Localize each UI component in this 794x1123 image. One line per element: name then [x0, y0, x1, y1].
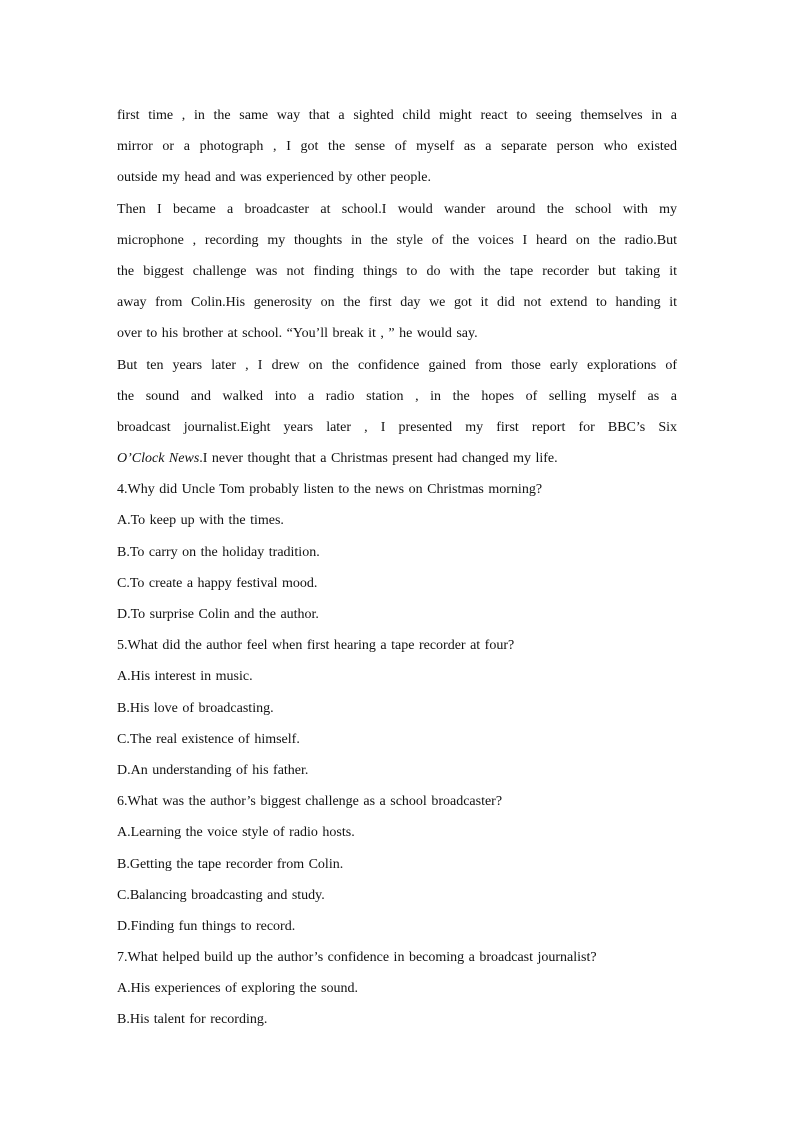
question-stem: 6.What was the author’s biggest challenge as a school broadcaster? [117, 794, 503, 810]
question-6 [117, 786, 677, 942]
option-a: A.Learning the voice style of radio hosts. [117, 825, 355, 841]
option-a: A.To keep up with the times. [117, 513, 284, 529]
option-c: C.The real existence of himself. [117, 731, 300, 747]
question-stem: 5.What did the author feel when first hearing a tape recorder at four? [117, 638, 515, 654]
page-content [117, 100, 677, 1036]
option-c: C.To create a happy festival mood. [117, 575, 318, 591]
option-b: B.Getting the tape recorder from Colin. [117, 856, 344, 872]
passage-line: away from Colin.His generosity on the first day we got it did not extend to handing it [117, 295, 677, 311]
question-5 [117, 630, 677, 786]
passage-line: the biggest challenge was not finding things to do with the tape recorder but taking it [117, 263, 677, 279]
passage-line: over to his brother at school. “You’ll break it , ” he would say. [117, 326, 478, 342]
question-stem: 4.Why did Uncle Tom probably listen to the news on Christmas morning? [117, 482, 543, 498]
passage-line: Then I became a broadcaster at school.I would wander around the school with my [117, 201, 677, 217]
question-4 [117, 474, 677, 630]
option-b: B.His talent for recording. [117, 1012, 268, 1028]
passage-paragraph-2 [117, 194, 677, 350]
passage-line-rest: .I never thought that a Christmas present had changed my life. [199, 451, 558, 467]
passage-line: the sound and walked into a radio station , in the hopes of selling myself as a [117, 388, 677, 404]
passage-line: outside my head and was experienced by other people. [117, 170, 431, 186]
passage-line: first time , in the same way that a sighted child might react to seeing themselves in a [117, 108, 677, 123]
passage-line: mirror or a photograph , I got the sense of myself as a separate person who existed [117, 139, 677, 155]
option-d: D.Finding fun things to record. [117, 918, 296, 934]
option-b: B.His love of broadcasting. [117, 700, 274, 716]
question-7 [117, 942, 677, 1036]
option-a: A.His experiences of exploring the sound. [117, 981, 358, 997]
program-title: O’Clock News [117, 451, 200, 467]
question-stem: 7.What helped build up the author’s confidence in becoming a broadcast journalist? [117, 950, 597, 966]
option-d: D.An understanding of his father. [117, 762, 309, 778]
option-c: C.Balancing broadcasting and study. [117, 887, 325, 903]
option-b: B.To carry on the holiday tradition. [117, 544, 320, 560]
passage-paragraph-1 [117, 100, 677, 194]
passage-line: broadcast journalist.Eight years later , I presented my first report for BBC’s Six [117, 419, 677, 435]
option-d: D.To surprise Colin and the author. [117, 607, 319, 622]
passage-last-line [117, 443, 677, 474]
option-a: A.His interest in music. [117, 669, 253, 685]
passage-paragraph-3 [117, 350, 677, 475]
passage-line: microphone , recording my thoughts in the style of the voices I heard on the radio.But [117, 232, 677, 248]
passage-line: But ten years later , I drew on the confidence gained from those early explorations of [117, 357, 677, 373]
